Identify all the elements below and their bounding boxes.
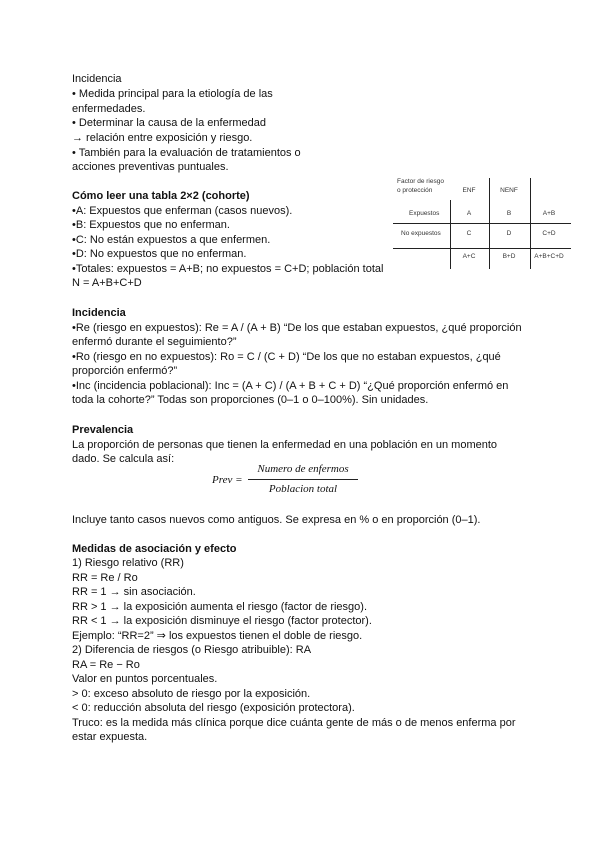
table-corner-label: Factor de riesgo xyxy=(397,178,444,185)
incidencia-line: proporción enfermó?” xyxy=(72,365,178,377)
incidencia-line: toda la cohorte?” Todas son proporciones (0–1 o 0–100%). Sin unidades. xyxy=(72,394,429,406)
table-col-header: NENF xyxy=(500,187,518,194)
intro-line: • Determinar la causa de la enfermedad xyxy=(72,117,267,129)
intro-line: • También para la evaluación de tratamientos o xyxy=(72,147,301,159)
medidas-line: RR = 1 → sin asociación. xyxy=(72,586,196,598)
table-section-line: •B: Expuestos que no enferman. xyxy=(72,219,230,231)
incidencia-heading: Incidencia xyxy=(72,307,126,319)
table-grid-line xyxy=(450,248,451,269)
medidas-line: < 0: reducción absoluta del riesgo (exposición protectora). xyxy=(72,702,355,714)
prevalencia-note: Incluye tanto casos nuevos como antiguos. Se expresa en % o en proporción (0–1). xyxy=(72,514,481,526)
table-section-line: •C: No están expuestos a que enfermen. xyxy=(72,234,271,246)
intro-line: Incidencia xyxy=(72,73,122,85)
intro-line: → relación entre exposición y riesgo. xyxy=(72,132,253,144)
medidas-line: RR = Re / Ro xyxy=(72,572,138,584)
medidas-line: estar expuesta. xyxy=(72,731,148,743)
medidas-line: 2) Diferencia de riesgos (o Riesgo atribuible): RA xyxy=(72,644,312,656)
intro-line: acciones preventivas puntuales. xyxy=(72,161,229,173)
table-row-label: Expuestos xyxy=(409,210,440,217)
table-section-line: •Totales: expuestos = A+B; no expuestos = C+D; población total xyxy=(72,263,384,275)
table-section-line: N = A+B+C+D xyxy=(72,277,142,289)
prevalencia-line: La proporción de personas que tienen la enfermedad en una población en un momento xyxy=(72,439,498,451)
intro-line: enfermedades. xyxy=(72,103,146,115)
table-col-header: ENF xyxy=(462,187,476,194)
prevalencia-heading: Prevalencia xyxy=(72,424,134,436)
prevalencia-line: dado. Se calcula así: xyxy=(72,453,175,465)
table-corner-label: o protección xyxy=(397,187,433,194)
medidas-line: RA = Re − Ro xyxy=(72,659,140,671)
intro-line: • Medida principal para la etiología de las xyxy=(72,88,273,100)
table-total: A+C xyxy=(462,253,476,260)
incidencia-line: •Inc (incidencia poblacional): Inc = (A + C) / (A + B + C + D) “¿Qué proporción enfermó en xyxy=(72,380,509,392)
table-grid-line xyxy=(393,223,571,224)
table-total: B+D xyxy=(502,253,516,260)
incidencia-line: •Re (riesgo en expuestos): Re = A / (A + B) “De los que estaban expuestos, ¿qué proporción xyxy=(72,322,522,334)
medidas-line: Ejemplo: “RR=2” ⇒ los expuestos tienen el doble de riesgo. xyxy=(72,630,363,642)
incidencia-line: enfermó durante el seguimiento?” xyxy=(72,336,237,348)
table-row-label: No expuestos xyxy=(401,230,441,237)
medidas-line: Truco: es la medida más clínica porque dice cuánta gente de más o de menos enferma por xyxy=(72,717,516,729)
fraction-bar xyxy=(248,479,358,480)
table-cell: C xyxy=(466,230,472,237)
table-section-line: •A: Expuestos que enferman (casos nuevos). xyxy=(72,205,293,217)
table-cell: D xyxy=(506,230,512,237)
formula-numerator: Numero de enfermos xyxy=(257,463,349,475)
prevalence-formula xyxy=(212,463,362,499)
medidas-line: RR < 1 → la exposición disminuye el riesgo (factor protector). xyxy=(72,615,372,627)
medidas-heading: Medidas de asociación y efecto xyxy=(72,543,237,555)
incidencia-line: •Ro (riesgo en no expuestos): Ro = C / (C + D) “De los que no estaban expuestos, ¿qué xyxy=(72,351,501,363)
table-cell: A+B xyxy=(542,210,556,217)
medidas-line: Valor en puntos porcentuales. xyxy=(72,673,218,685)
table-cell: A xyxy=(466,210,472,217)
table-total: A+B+C+D xyxy=(534,253,564,260)
formula-denominator: Poblacion total xyxy=(268,483,338,495)
table-grid-line xyxy=(393,248,571,249)
formula-lhs: Prev = xyxy=(212,474,243,486)
medidas-line: > 0: exceso absoluto de riesgo por la exposición. xyxy=(72,688,311,700)
table-cell: B xyxy=(506,210,512,217)
table-grid-line xyxy=(450,200,451,248)
table-section-heading: Cómo leer una tabla 2×2 (cohorte) xyxy=(72,190,250,202)
medidas-line: 1) Riesgo relativo (RR) xyxy=(72,557,184,569)
medidas-line: RR > 1 → la exposición aumenta el riesgo (factor de riesgo). xyxy=(72,601,368,613)
table-cell: C+D xyxy=(542,230,556,237)
table-section-line: •D: No expuestos que no enferman. xyxy=(72,248,247,260)
